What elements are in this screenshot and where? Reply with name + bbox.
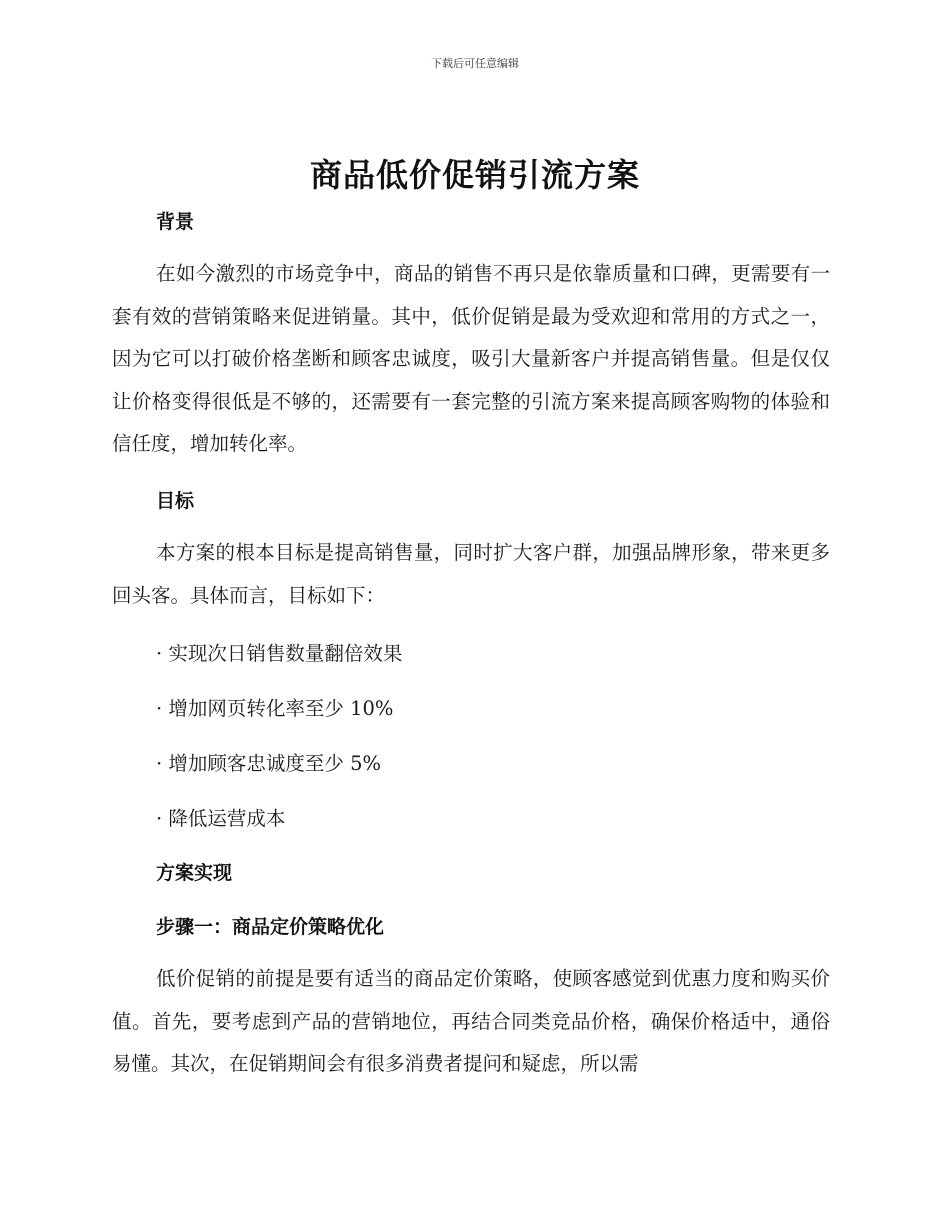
goal-bullet: · 实现次日销售数量翻倍效果 [156,642,403,665]
header-note: 下载后可任意编辑 [431,57,519,70]
implementation-heading: 方案实现 [156,862,233,884]
document-title: 商品低价促销引流方案 [309,156,640,194]
goal-heading-block [112,486,830,513]
step1-paragraph-block [112,958,830,1086]
goal-paragraph: 本方案的根本目标是提高销售量，同时扩大客户群，加强品牌形象，带来更多回头客。具体而言，目标如下： [112,541,830,607]
goal-bullet: · 增加网页转化率至少 10% [156,697,394,720]
step1-heading: 步骤一：商品定价策略优化 [156,916,385,938]
background-heading-block [112,207,830,234]
goal-paragraph-block [112,532,830,617]
background-heading: 背景 [156,211,195,233]
goal-bullet: · 增加顾客忠诚度至少 5% [156,752,382,775]
background-paragraph-block [112,253,830,466]
implementation-heading-block [112,858,830,885]
goal-bullet-4-block [112,803,830,831]
goal-heading: 目标 [156,490,195,512]
goal-bullet-3-block [112,748,830,776]
goal-bullet-1-block [112,638,830,666]
goal-bullet: · 降低运营成本 [156,807,286,830]
background-paragraph: 在如今激烈的市场竞争中，商品的销售不再只是依靠质量和口碑，更需要有一套有效的营销策略来促进销量。其中，低价促销是最为受欢迎和常用的方式之一，因为它可以打破价格垄断和顾客忠诚度，吸引大量新客户并提高销售量。但是仅仅让价格变得很低是不够的，还需要有一套完整的引流方案来提高顾客购物的体验和信任度，增加转化率。 [112,262,830,455]
step1-paragraph: 低价促销的前提是要有适当的商品定价策略，使顾客感觉到优惠力度和购买价值。首先，要考虑到产品的营销地位，再结合同类竞品价格，确保价格适中，通俗易懂。其次，在促销期间会有很多消费者提问和疑虑，所以需 [112,967,830,1075]
step1-heading-block [112,912,830,939]
goal-bullet-2-block [112,693,830,721]
